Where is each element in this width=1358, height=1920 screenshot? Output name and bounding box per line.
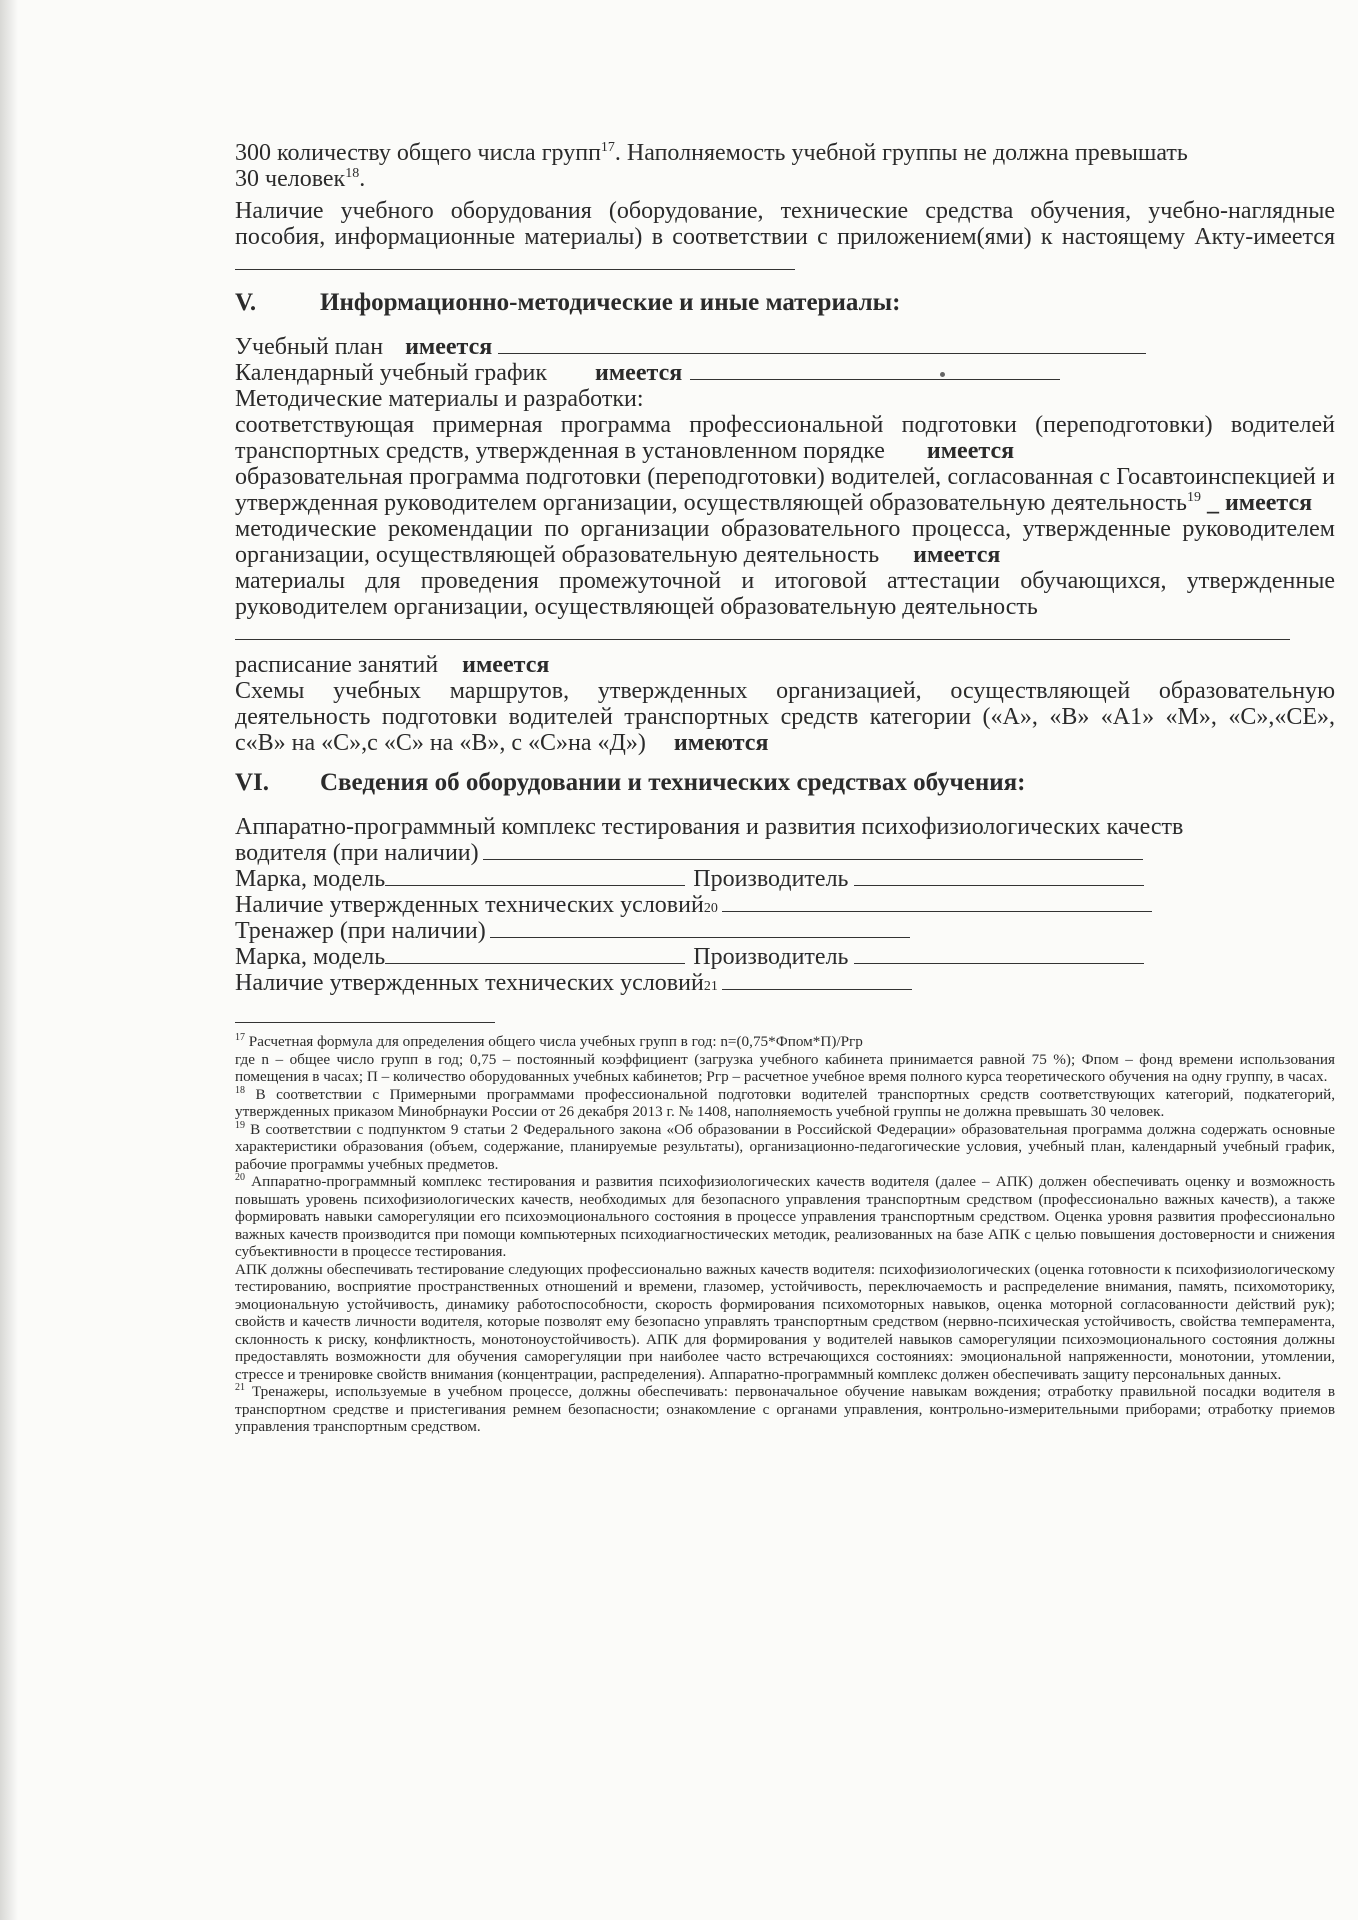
- schedule-row: расписание занятий имеется: [235, 652, 550, 678]
- recommend-paragraph: методические рекомендации по организации образовательного процесса, утвержденные руководителем организации, осуществляющей образовательную деятельность имеется: [235, 516, 1335, 568]
- plan-row: Учебный план имеется: [235, 334, 1335, 360]
- fill-line: [385, 884, 685, 886]
- calendar-row: Календарный учебный график имеется: [235, 360, 1335, 386]
- fill-line: [385, 962, 685, 964]
- document-content: [235, 140, 1335, 1436]
- trainer-row: Тренажер (при наличии): [235, 918, 1335, 944]
- attestation-paragraph: материалы для проведения промежуточной и итоговой аттестации обучающихся, утвержденные руководителем организации, осуществляющей образовательную деятельность: [235, 568, 1335, 620]
- footnote-20: $^{20}$ Аппаратно-программный комплекс тестирования и развития психофизиологических качеств водителя (далее – АПК) должен обеспечивать оценку и возможность повышать уровень психофизиологических качеств, необходимых для безопасного управления транспортным средством (профессионально важных качеств), а также формировать навыки саморегуляции его психоэмоционального состояния в процессе управления транспортным средством. Оценка уровня развития профессионально важных качеств производится при помощи компьютерных психодиагностических методик, реализованных на базе АПК с целью повышения достоверности и снижения субъективности в процессе тестирования.: [235, 1171, 1336, 1260]
- footnote-ref-18: 18: [345, 166, 360, 181]
- apk-tech-row: Наличие утвержденных технических условий 20: [235, 892, 1335, 918]
- footnote-17: $^{17}$ Расчетная формула для определения общего числа учебных групп в год: n=(0,75*Фпом*П)/Ргр: [235, 1031, 863, 1050]
- fill-line: [498, 352, 1146, 354]
- footnote-17-formula: где n – общее число групп в год; 0,75 – постоянный коэффициент (загрузка учебного кабинета принимается равной 75 %); Фпом – фонд времени использования помещения в часах; П – количество оборудованных учебных кабинетов; Ргр – расчетное учебное время полного курса теоретического обучения на одну группу, в часах.: [235, 1050, 1335, 1085]
- routes-value: имеются: [673, 730, 769, 756]
- fill-line: [854, 962, 1144, 964]
- fill-line: [235, 268, 795, 270]
- footnote-ref-17: 17: [600, 140, 615, 155]
- intro-line-2: 30 человек$^{18}$.: [235, 166, 366, 192]
- fill-line: [690, 378, 1060, 380]
- edu-program-paragraph: образовательная программа подготовки (переподготовки) водителей, согласованная с Госавтоинспекцией и утвержденная руководителем организации, осуществляющей образовательную деятельность$^{19}$ _ имеется: [235, 464, 1335, 516]
- section-6-heading: VI. Сведения об оборудовании и технических средствах обучения:: [235, 769, 1026, 796]
- section-5-heading: V. Информационно-методические и иные материалы:: [235, 289, 901, 316]
- footnote-20-apk: АПК должны обеспечивать тестирование следующих профессионально важных качеств водителя: психофизиологических (оценка готовности к психофизиологическому тестированию, восприятие пространственных отношений и времени, глазомер, устойчивость, переключаемость и распределение внимания, память, психомоторику, эмоциональную устойчивость, динамику работоспособности, скорость формирования психомоторных навыков, оценка моторной согласованности действий рук); свойств и качеств личности водителя, которые позволят ему безопасно управлять транспортным средством (нервно-психическая устойчивость, свойства темперамента, склонность к риску, конфликтность, монотоноустойчивость). АПК для формирования у водителей навыков саморегуляции психоэмоционального состояния должны предоставлять возможности для обучения саморегуляции при наиболее часто встречающихся состояниях: эмоциональной напряженности, монотонии, утомлении, стрессе и тренировке свойств внимания (концентрации, распределения). Аппаратно-программный комплекс должен обеспечивать защиту персональных данных.: [235, 1260, 1335, 1383]
- program-paragraph: соответствующая примерная программа профессиональной подготовки (переподготовки) водителей транспортных средств, утвержденная в установленном порядке имеется: [235, 412, 1335, 464]
- trainer-brand-row: Марка, модель Производитель: [235, 944, 1335, 970]
- apk-brand-row: Марка, модель Производитель: [235, 866, 1335, 892]
- apk-line-1: Аппаратно-программный комплекс тестирования и развития психофизиологических качеств: [235, 814, 1184, 840]
- plan-value: имеется: [405, 334, 493, 360]
- routes-paragraph: Схемы учебных маршрутов, утвержденных организацией, осуществляющей образовательную деятельность подготовки водителей транспортных средств категории («А», «В» «А1» «М», «С»,«CE», с«В» на «С»,с «С» на «В», с «С»на «Д») имеются: [235, 678, 1335, 756]
- footnote-21: $^{21}$ Тренажеры, используемые в учебном процессе, должны обеспечивать: первоначальное обучение навыкам вождения; отработку правильной посадки водителя в транспортном средстве и пристегивания ремнем безопасности; ознакомление с органами управления, контрольно-измерительными приборами; отработку приемов управления транспортным средством.: [235, 1381, 1335, 1435]
- fill-line: [722, 910, 1152, 912]
- footnote-ref-19: 19: [1186, 490, 1201, 505]
- footnote-separator: [235, 1022, 495, 1023]
- trainer-tech-row: Наличие утвержденных технических условий 21: [235, 970, 1335, 996]
- program-value: имеется: [926, 438, 1015, 464]
- calendar-value: имеется: [595, 360, 683, 386]
- footnote-18: $^{18}$ В соответствии с Примерными программами профессиональной подготовки водителей транспортных средств соответствующих категорий, подкатегорий, утвержденных приказом Минобрнауки России от 26 декабря 2013 г. № 1408, наполняемость учебной группы не должна превышать 30 человек.: [235, 1084, 1335, 1120]
- intro-line-1: 300 количеству общего числа групп$^{17}$. Наполняемость учебной группы не должна превышать: [235, 140, 1188, 166]
- fill-line: [854, 884, 1144, 886]
- equipment-paragraph: Наличие учебного оборудования (оборудование, технические средства обучения, учебно-наглядные пособия, информационные материалы) в соответствии с приложением(ями) к настоящему Акту-имеется: [235, 198, 1335, 276]
- attestation-fill-line: [235, 620, 1335, 646]
- fill-line: [490, 936, 910, 938]
- methodical-label: Методические материалы и разработки:: [235, 386, 644, 412]
- recommend-value: имеется: [913, 542, 1001, 568]
- fill-line: [483, 858, 1143, 860]
- scan-edge-shadow: [0, 0, 18, 1920]
- schedule-value: имеется: [462, 652, 550, 678]
- fill-line: [722, 988, 912, 990]
- edu-program-value: _ имеется: [1206, 490, 1313, 516]
- apk-line-2: водителя (при наличии): [235, 840, 1335, 866]
- footnote-19: $^{19}$ В соответствии с подпунктом 9 статьи 2 Федерального закона «Об образовании в Российской Федерации» образовательная программа должна содержать основные характеристики образования (объем, содержание, планируемые результаты), организационно-педагогические условия, учебный план, календарный учебный график, рабочие программы учебных предметов.: [235, 1119, 1335, 1173]
